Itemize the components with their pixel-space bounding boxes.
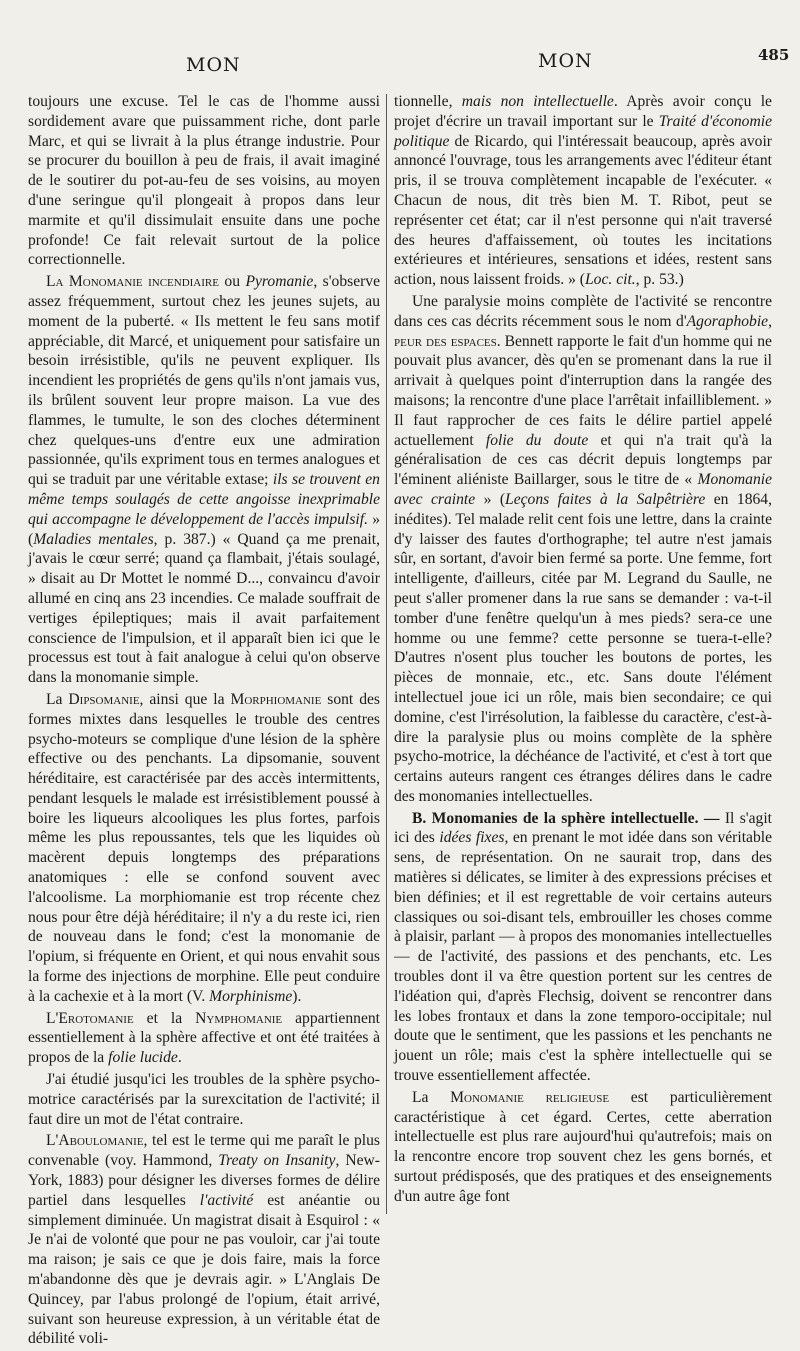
term-folie-du-doute: folie du doute — [485, 431, 589, 449]
right-column — [394, 92, 772, 1209]
paragraph-agoraphobie: Une paralysie moins complète de l'activité se rencontre dans ces cas décrits récemment sous le nom d'Agoraphobie, peur des espaces. Bennett rapporte le fait d'un homme qui ne pouvait plus avancer, dès qu'en se promenant dans la rue il arrivait à quelques point d'interruption dans la rangée des maisons; la rencontre d'une place l'arrêtait infailliblement. » Il faut rapprocher de ces faits le délire partiel appelé actuellement folie du doute et qui n'a trait qu'à la généralisation de ces cas décrit depuis longtemps par l'éminent aliéniste Baillarger, sous le titre de « Monomanie avec crainte » (Leçons faites à la Salpêtrière en 1864, inédites). Tel malade relit cent fois une lettre, dans la crainte d'y laisser des fautes d'orthographe; tel autre n'est jamais sûr, en sortant, d'avoir bien fermé sa porte. Une femme, fort intelligente, d'ailleurs, citée par M. Legrand du Saulle, ne peut s'aller promener dans la rue sans se demander : va-t-il tomber d'une fenêtre quelqu'un à mes pieds? sera-ce une homme ou une femme? cette personne se tuera-t-elle? D'autres n'osent plus toucher les boutons de portes, les pièces de monnaie, etc., etc. Sans doute l'élément intellectuel joue ici un rôle, mais bien secondaire; ce qui domine, c'est l'irrésolution, la faiblesse du caractère, c'est-à-dire la paralysie plus ou moins complète de la sphère psycho-motrice, la déchéance de l'activité, et c'est à tort que certains auteurs rangent ces étranges délires dans le cadre des monomanies intellectuelles. — [394, 292, 772, 805]
term-erotomanie: Erotomanie — [58, 1009, 134, 1027]
paragraph-erotomanie: L'Erotomanie et la Nymphomanie appartiennent essentiellement à la sphère affective et ont été traitées à propos de la folie lucide. — [28, 1009, 380, 1067]
header-right-title: MON — [538, 50, 593, 72]
citation-title: Treaty on Insanity — [218, 1152, 336, 1170]
page-number: 485 — [758, 46, 790, 64]
term-agoraphobie: Agoraphobie — [686, 312, 769, 330]
term-monomanie-incendiaire: La Monomanie incendiaire — [46, 273, 219, 291]
header-left-title: MON — [186, 54, 241, 76]
term-morphiomanie: Morphiomanie — [230, 690, 322, 708]
term-aboulomanie: Aboulomanie — [58, 1132, 144, 1150]
paragraph-monomanies-intellectuelles: B. Monomanies de la sphère intellectuelle. — Il s'agit ici des idées fixes, en prenant le mot idée dans son véritable sens, de représentation. On ne saurait trop, dans des matières si délicates, se limiter à des expressions précises et bien définies; et il est regrettable de voir certains auteurs classiques ou soi-disant tels, embrouiller les choses comme à plaisir, parlant — à propos des monomanies intellectuelles — de l'activité, des passions et des penchants, etc. Les troubles dont il va être question portent sur les centres de l'idéation qui, d'après Flechsig, doivent se rencontrer dans les lobes frontaux et dans la zone temporo-occipitale; nul doute que le sentiment, que les passions et les penchants ne jouent un rôle; mais c'est la sphère intellectuelle qui se trouve essentiellement affectée. — [394, 809, 773, 1085]
paragraph-monomanie-religieuse: La Monomanie religieuse est particulièrement caractéristique à cet égard. Certes, cette aberration intellectuelle est plus rare aujourd'hui qu'autrefois; mais on la rencontre encore trop souvent chez les gens bornés, et surtout prédisposés, que des pratiques et des enseignements d'un autre âge font — [394, 1088, 772, 1205]
term-nymphomanie: Nymphomanie — [195, 1009, 283, 1027]
running-header — [0, 44, 800, 84]
term-folie-lucide: folie lucide — [108, 1049, 178, 1067]
citation-title: Maladies mentales — [33, 530, 154, 548]
term-idees-fixes: idées fixes — [439, 829, 505, 847]
paragraph-transition: J'ai étudié jusqu'ici les troubles de la sphère psycho-motrice caractérisés par la surexcitation de l'activité; il faut dire un mot de l'état contraire. — [28, 1071, 380, 1128]
paragraph-dipsomanie: La Dipsomanie, ainsi que la Morphiomanie sont des formes mixtes dans lesquelles le trouble des centres psycho-moteurs se complique d'une lésion de la sphère effective ou des penchants. La dipsomanie, souvent héréditaire, est caractérisée par des accès intermittents, pendant lesquels le malade est irrésistiblement poussé à boire les liqueurs alcooliques les plus fortes, parfois même les plus repoussantes, tels que les liquides où macèrent depuis longtemps des préparations anatomiques : elle se confond souvent avec l'alcoolisme. La morphiomanie est trop récente chez nous pour être déjà héréditaire; il n'y a du reste ici, rien de nouveau dans le fond; c'est la monomanie de l'opium, si fréquente en Orient, et qui nous envahit sous la forme des injections de morphine. Elle peut conduire à la cachexie et à la mort (V. Morphinisme). — [28, 690, 380, 1005]
paragraph-beggar-anecdote: toujours une excuse. Tel le cas de l'homme aussi sordidement avare que puissamment riche, dont parle Marc, et qui se livrait à la plus étrange industrie. Pour se procurer du bouillon à peu de frais, il avait imaginé de le soutirer du pot-au-feu de ses voisins, au moyen d'une seringue qu'il plongeait à propos dans leur marmite et qu'il dissimulait ensuite dans une poche profonde! Ce fait relevait surtout de la police correctionnelle. — [28, 93, 380, 269]
term-pyromanie: Pyromanie — [245, 273, 314, 291]
citation-title: Leçons faites à la Salpêtrière — [505, 490, 706, 508]
cross-reference: Morphinisme — [209, 987, 293, 1005]
term-monomanie-religieuse: Monomanie religieuse — [450, 1088, 610, 1106]
italic-quote: ils se trouvent en même temps soulagés de cette angoisse inexprimable qui accompagne le développement de l'accès impulsif. — [28, 471, 380, 528]
term-peur-des-espaces: peur des espaces — [394, 332, 497, 350]
term-dipsomanie: Dipsomanie — [68, 690, 140, 708]
paragraph-pyromanie: La Monomanie incendiaire ou Pyromanie, s'observe assez fréquemment, surtout chez les jeunes sujets, au moment de la puberté. « Ils mettent le feu sans motif appréciable, dit Marcé, et uniquement pour satisfaire un besoin irrésistible, qu'ils ne peuvent expliquer. Ils incendient les propriétés de gens qu'ils n'ont jamais vus, ils brûlent souvent leur propre maison. La vue des flammes, le tumulte, le son des cloches déterminent chez quelques-uns d'entre eux une admiration passionnée, qu'ils expriment tous en termes analogues et qui se traduit par une véritable extase; ils se trouvent en même temps soulagés de cette angoisse inexprimable qui accompagne le développement de l'accès impulsif. » (Maladies mentales, p. 387.) « Quand ça me prenait, j'avais le cœur serré; quand ça flambait, j'étais soulagé, » disait au Dr Mottet le nommé D..., convaincu d'avoir allumé en cinq ans 23 incendies. Ce malade souffrait de vertiges épileptiques; mais il avait parfaitement conscience de l'impulsion, et il apparaît bien ici que le processus est tout à fait analogue à celui qu'on observe dans la monomanie simple. — [28, 273, 381, 687]
citation-title: Traité d'économie politique — [394, 112, 772, 150]
paragraph-de-quincey: tionnelle, mais non intellectuelle. Après avoir conçu le projet d'écrire un travail important sur le Traité d'économie politique de Ricardo, qui l'intéressait beaucoup, après avoir annoncé l'ouvrage, tous les arrangements avec l'éditeur étant pris, il se trouva complètement incapable de l'exécuter. « Chacun de nous, dit très bien M. T. Ribot, peut se représenter cet état; car il n'est personne qui n'ait traversé des heures d'affaissement, où toutes les incitations extérieures et intérieures, sensations et idées, restent sans action, nous laissent froids. » (Loc. cit., p. 53.) — [394, 93, 772, 289]
section-heading: B. Monomanies de la sphère intellectuelle. — — [412, 809, 720, 827]
column-divider — [386, 94, 387, 1214]
paragraph-aboulomanie: L'Aboulomanie, tel est le terme qui me paraît le plus convenable (voy. Hammond, Treaty on Insanity, New-York, 1883) pour désigner les diverses formes de délire partiel dans lesquelles l'activité est anéantie ou simplement diminuée. Un magistrat disait à Esquirol : « Je n'ai de volonté que pour ne pas vouloir, car j'ai toute ma raison; je sais ce que je dois faire, mais la force m'abandonne dès que je devrais agir. » L'Anglais De Quincey, par l'abus prolongé de l'opium, était arrivé, suivant son heureuse expression, à un véritable état de débilité voli- — [28, 1132, 380, 1348]
left-column — [28, 92, 380, 1351]
italic-word: l'activité — [199, 1191, 254, 1209]
